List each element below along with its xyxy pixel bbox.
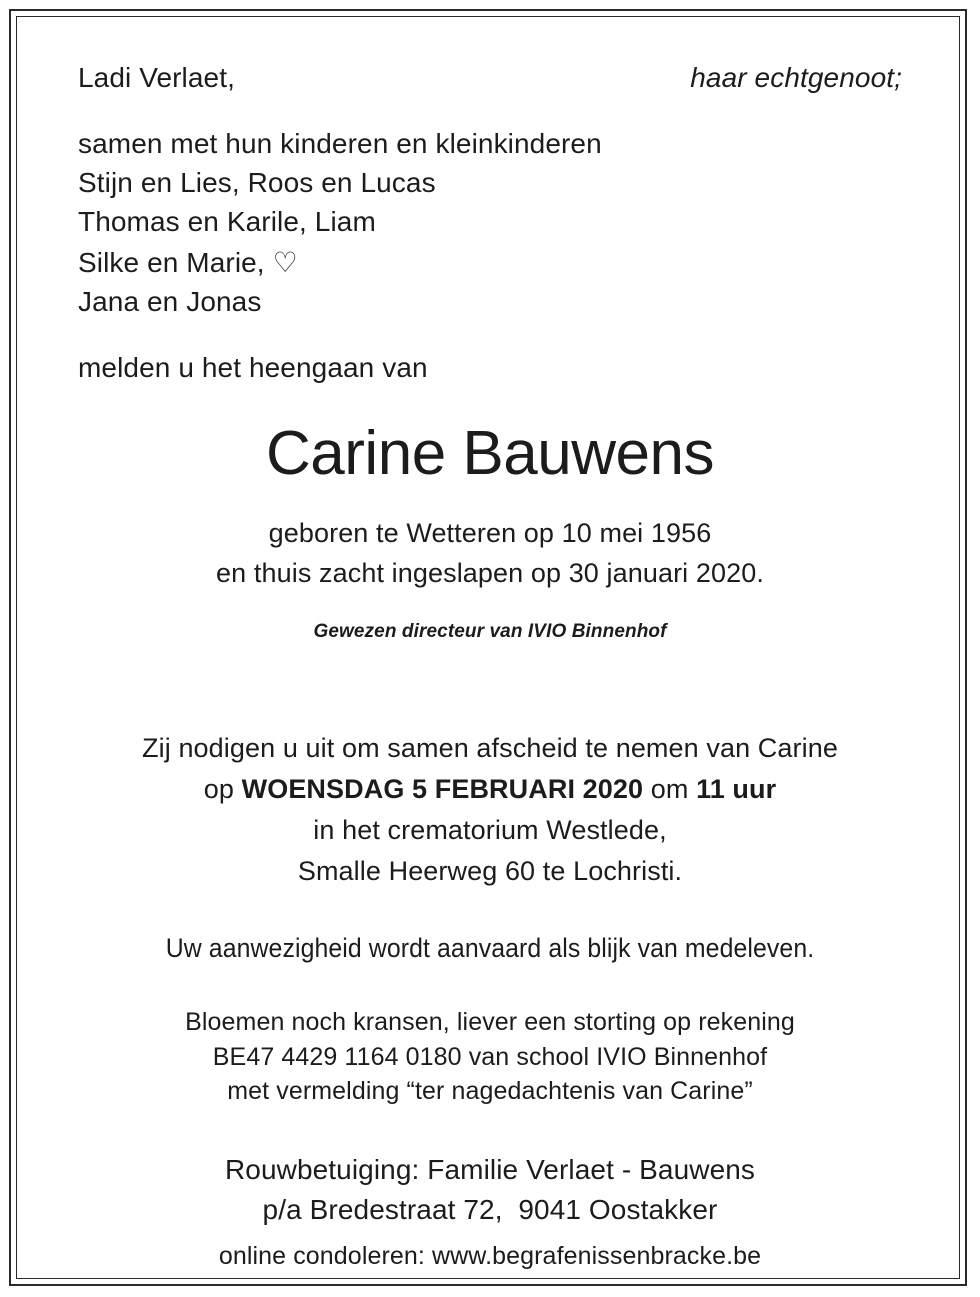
death-line: en thuis zacht ingeslapen op 30 januari 2020. xyxy=(216,558,764,588)
former-role: Gewezen directeur van IVIO Binnenhof xyxy=(313,621,667,642)
contact-line-2: p/a Bredestraat 72, 9041 Oostakker xyxy=(262,1194,718,1225)
deceased-name: Carine Bauwens xyxy=(266,419,714,488)
ceremony-address: Smalle Heerweg 60 te Lochristi. xyxy=(297,856,683,886)
ceremony-invite: Zij nodigen u uit om samen afscheid te nemen van Carine xyxy=(142,733,838,763)
presence-note: Uw aanwezigheid wordt aanvaard als blijk van medeleven. xyxy=(165,933,815,963)
family-line-3: Silke en Marie, ♡ xyxy=(78,247,298,278)
birth-line: geboren te Wetteren op 10 mei 1956 xyxy=(268,518,712,548)
family-line-4: Jana en Jonas xyxy=(78,286,262,317)
spouse-relation: haar echtgenoot; xyxy=(690,62,902,93)
family-line-2: Thomas en Karile, Liam xyxy=(78,206,376,237)
donation-line-2: BE47 4429 1164 0180 van school IVIO Binnenhof xyxy=(212,1043,768,1071)
online-condolence: online condoleren: www.begrafenissenbracke.be xyxy=(218,1242,762,1270)
ceremony-date-line xyxy=(0,774,980,805)
spouse-name: Ladi Verlaet, xyxy=(78,62,235,93)
announcement: melden u het heengaan van xyxy=(78,352,428,383)
donation-line-1: Bloemen noch kransen, liever een storting op rekening xyxy=(185,1008,795,1036)
family-intro: samen met hun kinderen en kleinkinderen xyxy=(78,128,602,159)
contact-line-1: Rouwbetuiging: Familie Verlaet - Bauwens xyxy=(224,1154,756,1185)
family-line-1: Stijn en Lies, Roos en Lucas xyxy=(78,167,436,198)
ceremony-prefix: op xyxy=(203,774,235,804)
ceremony-time: 11 uur xyxy=(696,774,777,804)
ceremony-mid: om xyxy=(650,774,689,804)
ceremony-date: WOENSDAG 5 FEBRUARI 2020 xyxy=(241,774,644,804)
ceremony-place: in het crematorium Westlede, xyxy=(313,815,667,845)
donation-line-3: met vermelding “ter nagedachtenis van Carine” xyxy=(227,1077,753,1105)
